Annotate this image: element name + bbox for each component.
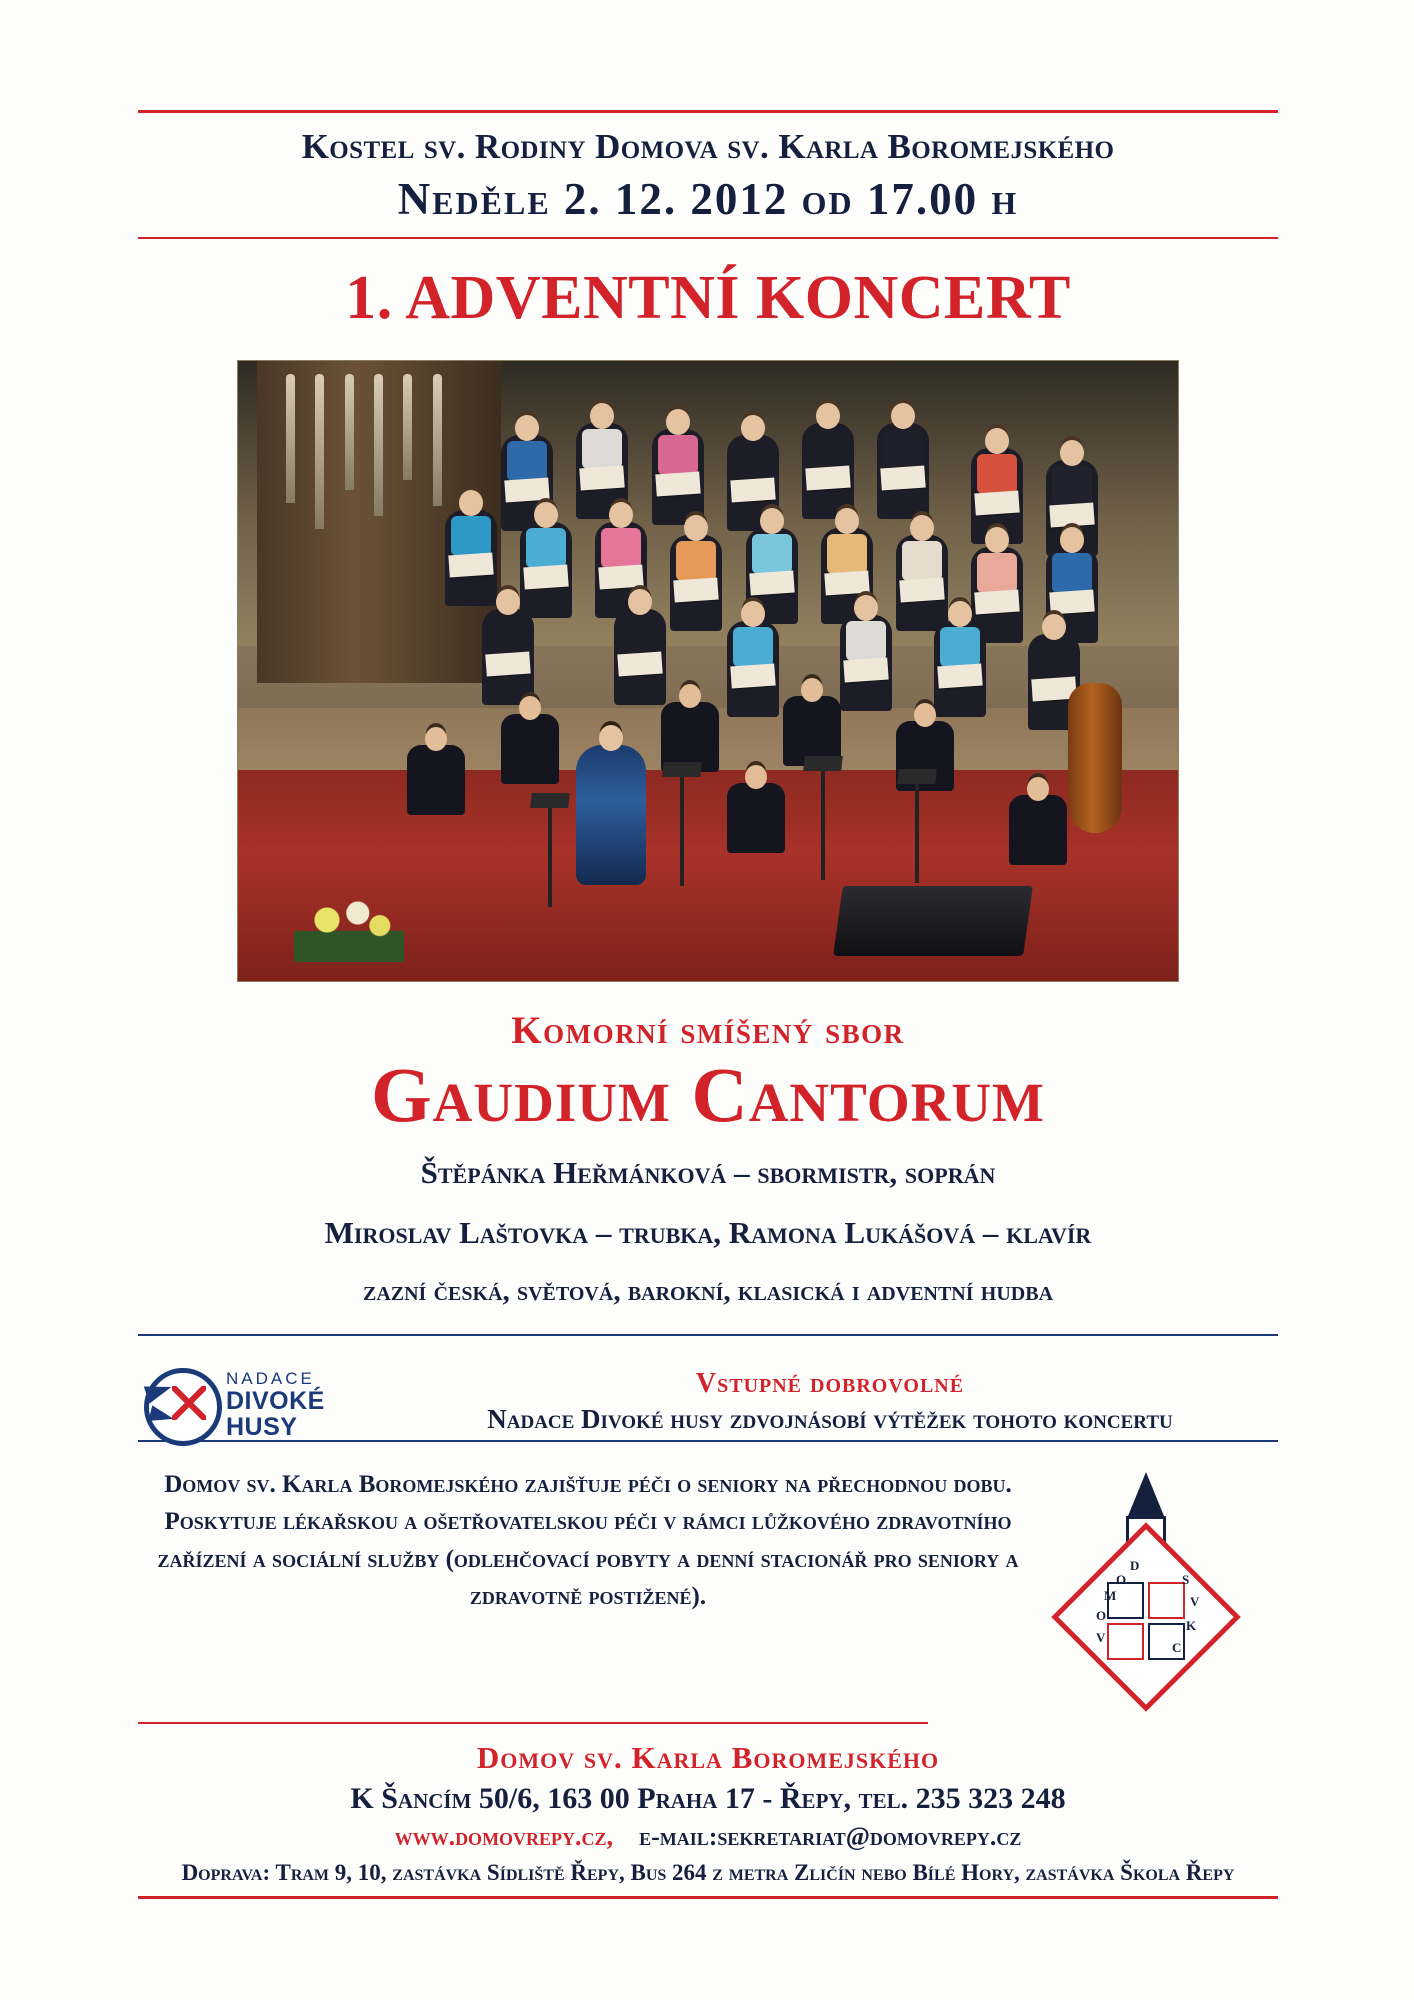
crest-letter: K [1186, 1617, 1197, 1633]
datetime-line: Neděle 2. 12. 2012 od 17.00 h [397, 174, 1019, 224]
flower-bouquet [294, 892, 404, 962]
music-stand [548, 807, 552, 907]
pianist [1009, 795, 1067, 865]
crest-letter: C [1172, 1639, 1182, 1655]
spire-icon [1128, 1472, 1164, 1516]
ensemble-name: Gaudium Cantorum [371, 1051, 1045, 1138]
crest-letter: V [1190, 1593, 1200, 1609]
performer-line-1: Štěpánka Heřmánková – sbormistr, soprán [420, 1154, 996, 1190]
crest-letter: O [1096, 1607, 1107, 1623]
cello [1068, 683, 1122, 833]
domov-crest-logo [1056, 1472, 1236, 1722]
address-line: K Šancím 50/6, 163 00 Praha 17 - Řepy, tel. 235 323 248 [350, 1781, 1066, 1815]
ensemble-subtitle: Komorní smíšený sbor [511, 1009, 905, 1052]
divider-sponsor [138, 1334, 1278, 1336]
violinist [407, 745, 465, 815]
divider-top [138, 110, 1278, 113]
divider-under-date [138, 237, 1278, 239]
violinist [501, 714, 559, 784]
divider-bottom [138, 1896, 1278, 1899]
venue-line: Kostel sv. Rodiny Domova sv. Karla Boromejského [301, 127, 1115, 166]
transport-info: Doprava: Tram 9, 10, zastávka Sídliště Řepy, Bus 264 z metra Zličín nebo Bílé Hory, zastávka Škola Řepy [181, 1859, 1235, 1885]
performer-line-2: Miroslav Laštovka – trubka, Ramona Lukášová – klavír [324, 1214, 1092, 1250]
email-link[interactable]: e-mail:sekretariat@domovrepy.cz [639, 1821, 1022, 1851]
website-link[interactable]: www.domovrepy.cz, [394, 1821, 614, 1851]
grand-piano [833, 886, 1033, 956]
logo-line-2: DIVOKÉ [226, 1386, 325, 1415]
web-email-row [138, 1822, 1278, 1852]
cross-icon [172, 1386, 206, 1420]
soloist [576, 745, 646, 885]
about-section [138, 1454, 1278, 1722]
crest-letter: M [1104, 1587, 1117, 1603]
crest-letter: V [1096, 1629, 1106, 1645]
contact-block [138, 1730, 1278, 1886]
page-title: 1. ADVENTNÍ KONCERT [345, 264, 1071, 332]
sponsor-text [382, 1368, 1278, 1435]
crest-letter: D [1130, 1557, 1140, 1573]
logo-line-1: NADACE [226, 1368, 315, 1388]
about-text: Domov sv. Karla Boromejského zajišťuje péči o seniory na přechodnou dobu. Poskytuje lékařskou a ošetřovatelskou péči v rámci lůžkového zdravotního zařízení a sociální služby (odlehčovací pobyty a denní stacionář pro seniory a zdravotně postižené). [157, 1470, 1019, 1611]
crest-letter: S [1182, 1571, 1190, 1587]
admission-label: Vstupné dobrovolné [695, 1368, 965, 1400]
music-stand [821, 770, 825, 880]
divider-contact [138, 1722, 928, 1724]
pianist-2 [727, 783, 785, 853]
sponsor-note: Nadace Divoké husy zdvojnásobí výtěžek tohoto koncertu [487, 1404, 1173, 1435]
crest-letter: O [1116, 1571, 1127, 1587]
sponsor-band [138, 1354, 1278, 1440]
logo-line-3: HUSY [226, 1412, 298, 1441]
music-stand [915, 783, 919, 883]
program-line: zazní česká, světová, barokní, klasická i adventní hudba [362, 1274, 1054, 1307]
music-stand [680, 776, 684, 886]
poster-content [138, 110, 1278, 1899]
organization-name: Domov sv. Karla Boromejského [476, 1739, 940, 1775]
nadace-divoke-husy-logo [138, 1364, 368, 1440]
concert-photo [237, 360, 1179, 982]
